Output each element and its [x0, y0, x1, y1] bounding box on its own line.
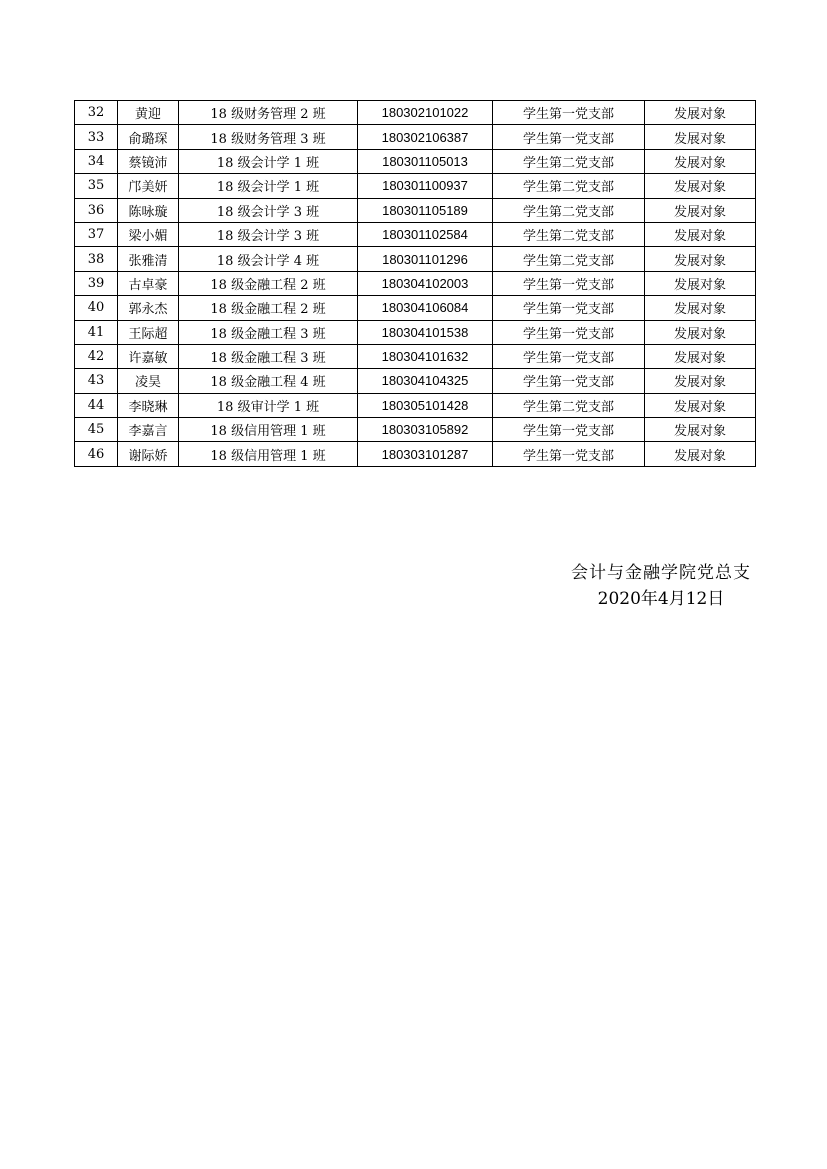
- class-name-cell: 18 级会计学 1 班: [179, 174, 358, 198]
- student-name-cell: 古卓豪: [118, 271, 179, 295]
- student-name-cell: 陈咏璇: [118, 198, 179, 222]
- student-id-cell: 180301102584: [358, 222, 493, 246]
- class-name-cell: 18 级会计学 3 班: [179, 222, 358, 246]
- table-row: [75, 198, 756, 222]
- party-branch-cell: 学生第二党支部: [493, 393, 645, 417]
- class-name-cell: 18 级金融工程 2 班: [179, 271, 358, 295]
- table-row: [75, 271, 756, 295]
- student-id-cell: 180303105892: [358, 418, 493, 442]
- table-row: [75, 101, 756, 125]
- student-id-cell: 180301101296: [358, 247, 493, 271]
- row-number-cell: 42: [75, 344, 118, 368]
- class-name-cell: 18 级会计学 3 班: [179, 198, 358, 222]
- table-row: [75, 393, 756, 417]
- class-name-cell: 18 级财务管理 2 班: [179, 101, 358, 125]
- candidate-status-cell: 发展对象: [645, 271, 756, 295]
- table-row: [75, 418, 756, 442]
- student-name-cell: 俞璐琛: [118, 125, 179, 149]
- party-branch-cell: 学生第一党支部: [493, 271, 645, 295]
- row-number-cell: 37: [75, 222, 118, 246]
- class-name-cell: 18 级金融工程 3 班: [179, 344, 358, 368]
- student-id-cell: 180305101428: [358, 393, 493, 417]
- candidate-status-cell: 发展对象: [645, 198, 756, 222]
- candidate-table: [74, 100, 756, 467]
- row-number-cell: 35: [75, 174, 118, 198]
- party-branch-cell: 学生第一党支部: [493, 296, 645, 320]
- student-name-cell: 李晓琳: [118, 393, 179, 417]
- student-name-cell: 蔡镜沛: [118, 149, 179, 173]
- table-row: [75, 442, 756, 466]
- candidate-status-cell: 发展对象: [645, 393, 756, 417]
- party-branch-cell: 学生第一党支部: [493, 344, 645, 368]
- table-row: [75, 222, 756, 246]
- student-id-cell: 180304101632: [358, 344, 493, 368]
- class-name-cell: 18 级信用管理 1 班: [179, 442, 358, 466]
- student-id-cell: 180303101287: [358, 442, 493, 466]
- row-number-cell: 38: [75, 247, 118, 271]
- row-number-cell: 41: [75, 320, 118, 344]
- student-name-cell: 郭永杰: [118, 296, 179, 320]
- party-branch-cell: 学生第一党支部: [493, 125, 645, 149]
- table-row: [75, 149, 756, 173]
- student-name-cell: 李嘉言: [118, 418, 179, 442]
- candidate-table-body: [75, 101, 756, 467]
- student-id-cell: 180304101538: [358, 320, 493, 344]
- party-branch-cell: 学生第一党支部: [493, 369, 645, 393]
- student-name-cell: 梁小媚: [118, 222, 179, 246]
- student-name-cell: 张雅清: [118, 247, 179, 271]
- candidate-status-cell: 发展对象: [645, 247, 756, 271]
- candidate-status-cell: 发展对象: [645, 222, 756, 246]
- candidate-status-cell: 发展对象: [645, 418, 756, 442]
- table-row: [75, 247, 756, 271]
- signature-org: 会计与金融学院党总支: [571, 563, 751, 583]
- signature-block: [571, 560, 751, 612]
- table-row: [75, 320, 756, 344]
- class-name-cell: 18 级金融工程 3 班: [179, 320, 358, 344]
- row-number-cell: 40: [75, 296, 118, 320]
- class-name-cell: 18 级财务管理 3 班: [179, 125, 358, 149]
- party-branch-cell: 学生第一党支部: [493, 320, 645, 344]
- row-number-cell: 45: [75, 418, 118, 442]
- student-id-cell: 180304106084: [358, 296, 493, 320]
- class-name-cell: 18 级审计学 1 班: [179, 393, 358, 417]
- table-row: [75, 369, 756, 393]
- table-row: [75, 174, 756, 198]
- candidate-status-cell: 发展对象: [645, 125, 756, 149]
- party-branch-cell: 学生第一党支部: [493, 418, 645, 442]
- row-number-cell: 32: [75, 101, 118, 125]
- table-row: [75, 344, 756, 368]
- student-id-cell: 180301100937: [358, 174, 493, 198]
- class-name-cell: 18 级金融工程 2 班: [179, 296, 358, 320]
- candidate-status-cell: 发展对象: [645, 344, 756, 368]
- student-name-cell: 邝美妍: [118, 174, 179, 198]
- student-name-cell: 黄迎: [118, 101, 179, 125]
- student-name-cell: 王际超: [118, 320, 179, 344]
- candidate-status-cell: 发展对象: [645, 442, 756, 466]
- party-branch-cell: 学生第一党支部: [493, 101, 645, 125]
- student-id-cell: 180301105013: [358, 149, 493, 173]
- row-number-cell: 39: [75, 271, 118, 295]
- class-name-cell: 18 级信用管理 1 班: [179, 418, 358, 442]
- party-branch-cell: 学生第二党支部: [493, 174, 645, 198]
- student-id-cell: 180301105189: [358, 198, 493, 222]
- candidate-status-cell: 发展对象: [645, 101, 756, 125]
- row-number-cell: 43: [75, 369, 118, 393]
- candidate-status-cell: 发展对象: [645, 174, 756, 198]
- candidate-status-cell: 发展对象: [645, 149, 756, 173]
- candidate-status-cell: 发展对象: [645, 296, 756, 320]
- student-id-cell: 180304102003: [358, 271, 493, 295]
- signature-date: 2020年4月12日: [597, 589, 725, 609]
- candidate-status-cell: 发展对象: [645, 369, 756, 393]
- student-name-cell: 许嘉敏: [118, 344, 179, 368]
- party-branch-cell: 学生第二党支部: [493, 198, 645, 222]
- row-number-cell: 44: [75, 393, 118, 417]
- class-name-cell: 18 级会计学 4 班: [179, 247, 358, 271]
- table-row: [75, 125, 756, 149]
- row-number-cell: 36: [75, 198, 118, 222]
- party-branch-cell: 学生第一党支部: [493, 442, 645, 466]
- student-name-cell: 谢际娇: [118, 442, 179, 466]
- candidate-status-cell: 发展对象: [645, 320, 756, 344]
- student-id-cell: 180302106387: [358, 125, 493, 149]
- row-number-cell: 46: [75, 442, 118, 466]
- student-id-cell: 180302101022: [358, 101, 493, 125]
- class-name-cell: 18 级会计学 1 班: [179, 149, 358, 173]
- row-number-cell: 34: [75, 149, 118, 173]
- student-id-cell: 180304104325: [358, 369, 493, 393]
- row-number-cell: 33: [75, 125, 118, 149]
- table-row: [75, 296, 756, 320]
- student-name-cell: 凌昊: [118, 369, 179, 393]
- class-name-cell: 18 级金融工程 4 班: [179, 369, 358, 393]
- party-branch-cell: 学生第二党支部: [493, 247, 645, 271]
- party-branch-cell: 学生第二党支部: [493, 149, 645, 173]
- party-branch-cell: 学生第二党支部: [493, 222, 645, 246]
